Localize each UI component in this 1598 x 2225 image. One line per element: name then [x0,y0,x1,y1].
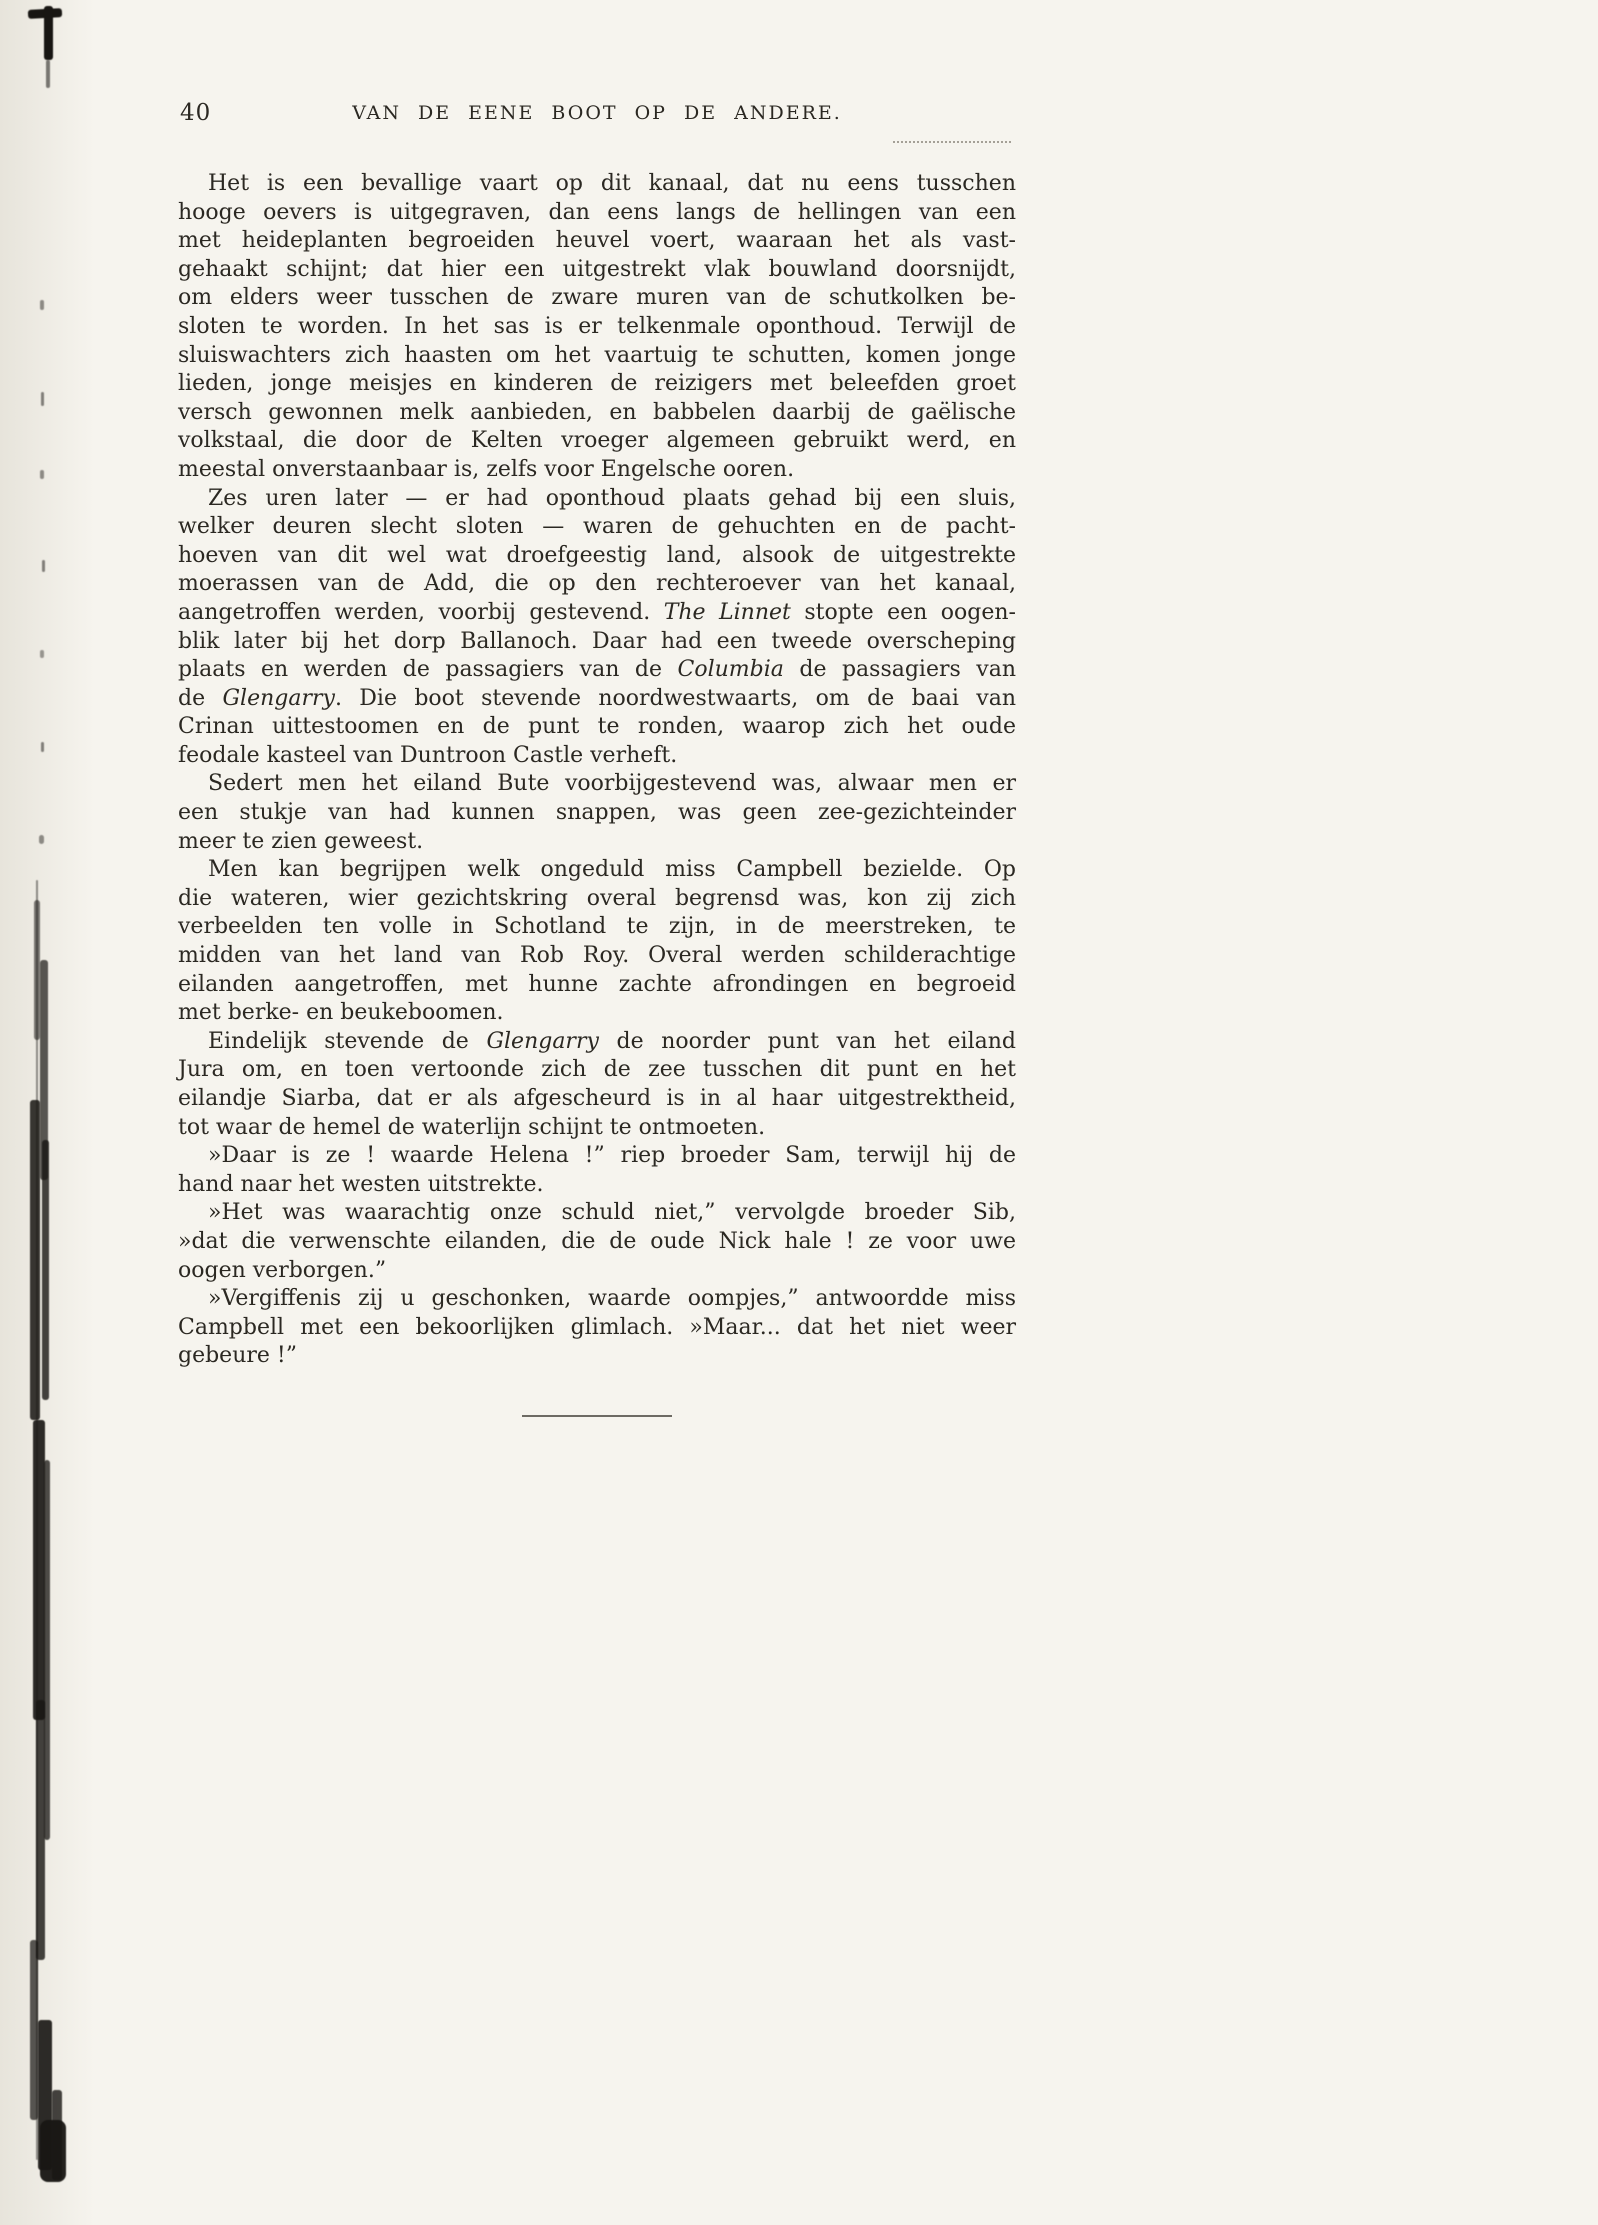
text-line: gebeure !” [178,1343,297,1369]
text-line: Sedert men het eiland Bute voorbijgestevend was, alwaar men er [208,771,1016,797]
ink-speck [41,392,44,406]
text-line: aangetroffen werden, voorbij gestevend. The Linnet stopte een oogen- [178,599,1016,625]
paragraph [178,170,1016,485]
text-line: versch gewonnen melk aanbieden, en babbelen daarbij de gaëlische [178,399,1016,425]
text-line: plaats en werden de passagiers van de Columbia de passagiers van [178,657,1016,683]
page-header [178,96,1016,138]
text-line: hoeven van dit wel wat droefgeestig land, alsook de uitgestrekte [178,542,1016,568]
text-line: Men kan begrijpen welk ongeduld miss Campbell bezielde. Op [208,857,1016,883]
paragraph [178,1142,1016,1199]
text-line: hooge oevers is uitgegraven, dan eens langs de hellingen van een [178,199,1016,225]
paragraph [178,485,1016,771]
text-line: »dat die verwenschte eilanden, die de oude Nick hale ! ze voor uwe [178,1228,1016,1254]
text-line: oogen verborgen.” [178,1257,387,1283]
text-line: gehaakt schijnt; dat hier een uitgestrekt vlak bouwland doorsnijdt, [178,256,1016,282]
ink-streak [42,1140,49,1400]
text-line: moerassen van de Add, die op den rechteroever van het kanaal, [178,571,1016,597]
text-line: meer te zien geweest. [178,828,424,854]
text-line: om elders weer tusschen de zware muren van de schutkolken be- [178,285,1016,311]
ink-smudge [46,60,50,88]
ink-streak [30,1100,40,1420]
ink-speck [39,835,44,844]
ink-speck [40,470,44,479]
text-line: »Het was waarachtig onze schuld niet,” vervolgde broeder Sib, [208,1200,1016,1226]
body-text [178,170,1016,1371]
ink-streak [36,1700,45,1960]
text-line: meestal onverstaanbaar is, zelfs voor Engelsche ooren. [178,456,795,482]
text-line: midden van het land van Rob Roy. Overal werden schilderachtige [178,943,1016,969]
section-divider-rule [522,1415,672,1417]
ink-streak [30,1940,38,2120]
text-line: Het is een bevallige vaart op dit kanaal, dat nu eens tusschen [208,171,1016,196]
text-line: feodale kasteel van Duntroon Castle verheft. [178,742,678,768]
ink-smudge [44,6,53,60]
paragraph [178,1285,1016,1371]
text-line: tot waar de hemel de waterlijn schijnt te ontmoeten. [178,1114,766,1140]
text-line: een stukje van had kunnen snappen, was geen zee-gezichteinder [178,800,1016,826]
text-column [178,96,1016,1417]
text-line: welker deuren slecht sloten — waren de gehuchten en de pacht- [178,514,1016,540]
text-line: de Glengarry. Die boot stevende noordwestwaarts, om de baai van [178,685,1016,711]
text-line: sluiswachters zich haasten om het vaartuig te schutten, komen jonge [178,342,1016,368]
ink-speck [40,300,44,310]
text-line: verbeelden ten volle in Schotland te zijn, in de meerstreken, te [178,914,1016,940]
text-line: Campbell met een bekoorlijken glimlach. »Maar... dat het niet weer [178,1314,1016,1340]
text-line: Jura om, en toen vertoonde zich de zee tusschen dit punt en het [178,1057,1016,1083]
text-line: eilandje Siarba, dat er als afgescheurd is in al haar uitgestrektheid, [178,1086,1016,1111]
paragraph [178,770,1016,856]
running-head: VAN DE EENE BOOT OP DE ANDERE. [352,102,842,124]
ink-speck [41,742,44,752]
text-line: blik later bij het dorp Ballanoch. Daar had een tweede overscheping [178,628,1016,654]
text-line: met heideplanten begroeiden heuvel voert, waaraan het als vast- [178,228,1016,254]
text-line: met berke- en beukeboomen. [178,1000,504,1026]
ink-blob [40,2120,66,2182]
ink-speck [40,650,44,658]
text-line: sloten te worden. In het sas is er telkenmale oponthoud. Terwijl de [178,313,1016,339]
text-line: Eindelijk stevende de Glengarry de noorder punt van het eiland [208,1028,1016,1054]
text-line: hand naar het westen uitstrekte. [178,1171,544,1197]
ink-speck [42,560,45,572]
binding-scan-artifacts [0,0,80,2225]
scan-artifact-dashes [893,140,1011,143]
text-line: die wateren, wier gezichtskring overal begrensd was, kon zij zich [178,885,1016,911]
text-line: »Vergiffenis zij u geschonken, waarde oompjes,” antwoordde miss [208,1286,1016,1312]
paragraph [178,856,1016,1028]
page-number: 40 [180,100,212,126]
paragraph [178,1199,1016,1285]
text-line: »Daar is ze ! waarde Helena !” riep broeder Sam, terwijl hij de [208,1143,1016,1169]
text-line: volkstaal, die door de Kelten vroeger algemeen gebruikt werd, en [178,428,1016,454]
text-line: Crinan uittestoomen en de punt te ronden, waarop zich het oude [178,714,1016,740]
text-line: lieden, jonge meisjes en kinderen de reizigers met beleefden groet [178,371,1016,397]
text-line: Zes uren later — er had oponthoud plaats gehad bij een sluis, [208,485,1016,511]
text-line: eilanden aangetroffen, met hunne zachte afrondingen en begroeid [178,971,1016,997]
paragraph [178,1028,1016,1142]
